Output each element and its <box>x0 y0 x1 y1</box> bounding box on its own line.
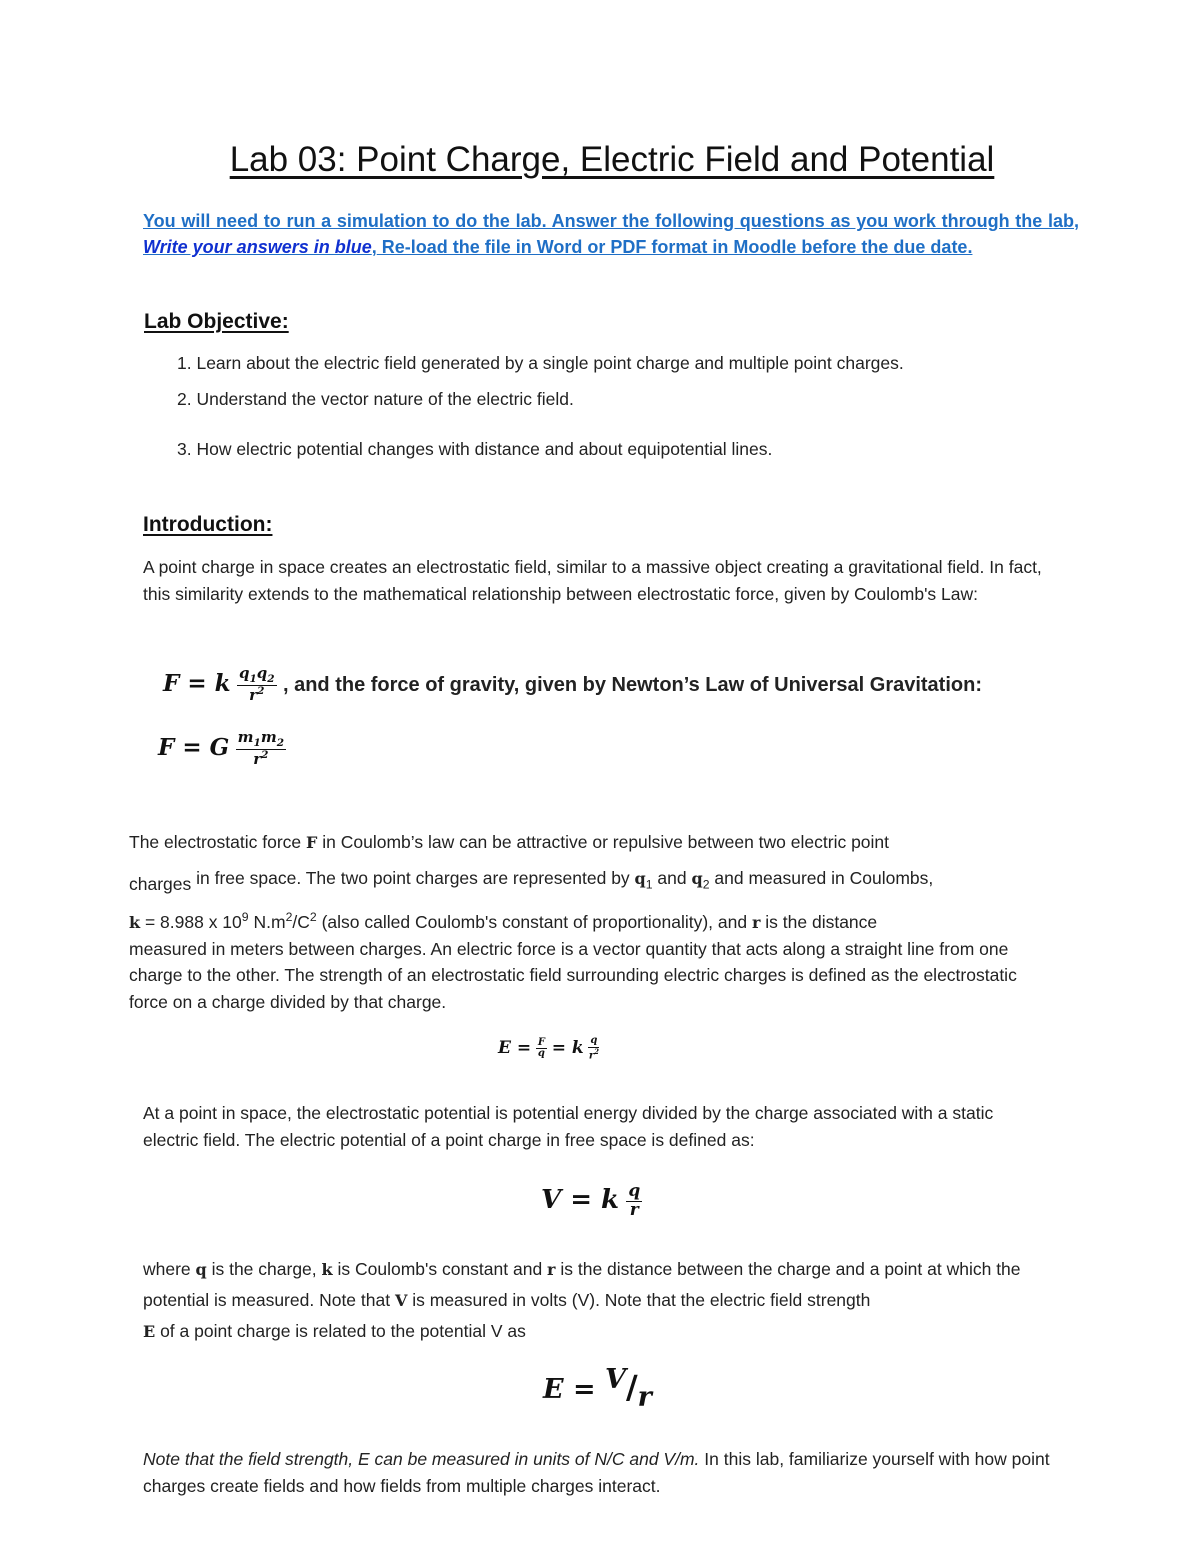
intro-paragraph-4: where q is the charge, k is Coulomb's constant and r is the distance between the charge and a point at which the potential is measured. Note that V is measured in volts (V). Note that the electric field strength E of a point charge is related to the potential V as <box>143 1259 1021 1341</box>
intro-paragraph-5: Note that the field strength, E can be measured in units of N/C and V/m. In this lab, familiarize yourself with how point charges create fields and how fields from multiple charges interact. <box>143 1449 1050 1496</box>
potential-equation: V = k $\frac{q}{r}$ <box>541 1181 641 1220</box>
field-potential-equation: E = V/r <box>543 1364 652 1413</box>
symbol-V: V <box>394 1291 408 1310</box>
coulomb-equation-text: , and the force of gravity, given by Newton’s Law of Universal Gravitation: <box>282 673 982 696</box>
symbol-r-2: r <box>547 1260 556 1279</box>
introduction-heading: Introduction: <box>143 513 273 536</box>
symbol-r: r <box>751 912 761 932</box>
objective-heading: Lab Objective: <box>144 310 289 333</box>
symbol-F: F <box>306 833 318 852</box>
intro-paragraph-1: A point charge in space creates an electrostatic field, similar to a massive object creating a gravitational field. In fact, this similarity extends to the mathematical relationship between electrostatic force, given by Coulomb's Law: <box>143 557 1042 604</box>
objective-item-1: 1. Learn about the electric field generated by a single point charge and multiple point charges. <box>177 353 904 373</box>
instructions-part1: You will need to run a simulation to do the lab. Answer the following questions as you work through the lab <box>143 211 1074 231</box>
symbol-q1: q <box>634 868 646 888</box>
intro-paragraph-3: At a point in space, the electrostatic potential is potential energy divided by the charge associated with a static electric field. The electric potential of a point charge in free space is defined as: <box>143 1103 994 1150</box>
instructions-part2: Write your answers in blue <box>143 237 372 257</box>
coulomb-equation: F = k $\frac{q_1q_2}{r^2}$ , and the force of gravity, given by Newton’s Law of Universal Gravitation: <box>163 664 982 705</box>
page-title: Lab 03: Point Charge, Electric Field and Potential <box>229 140 995 179</box>
instructions: You will need to run a simulation to do the lab. Answer the following questions as you work through the lab, Write your answers in blue, Re-load the file in Word or PDF format in Moodle before the due date. <box>143 211 1079 257</box>
field-equation: E = $\frac{F}{q}$ = k $\frac{q}{r^2}$ <box>498 1035 599 1061</box>
instructions-part3: Re-load the file in Word or PDF format in Moodle before the due date. <box>376 237 973 257</box>
symbol-q2: q <box>691 868 703 888</box>
symbol-k: k <box>129 912 141 932</box>
symbol-E: E <box>143 1322 156 1341</box>
objective-item-3: 3. How electric potential changes with distance and about equipotential lines. <box>177 439 773 459</box>
symbol-k-2: k <box>321 1260 333 1279</box>
intro-paragraph-2: The electrostatic force F in Coulomb’s law can be attractive or repulsive between two electric point charges in free space. The two point charges are represented by $q_1$ and $q_2$ and measured in Coulombs, k = 8.988 x $10^9$ $N.m^2/C^2$ (also called Coulomb's constant of proportionality), and r is the distance measured in meters between charges. An electric force is a vector quantity that acts along a straight line from one charge to the other. The strength of an electrostatic field surrounding electric charges is defined as the electrostatic force on a charge divided by that charge. <box>129 832 1017 1012</box>
objective-item-2: 2. Understand the vector nature of the electric field. <box>177 389 574 409</box>
gravity-equation: F = G $\frac{m_1m_2}{r^2}$ <box>158 728 285 769</box>
symbol-q: q <box>195 1260 207 1279</box>
